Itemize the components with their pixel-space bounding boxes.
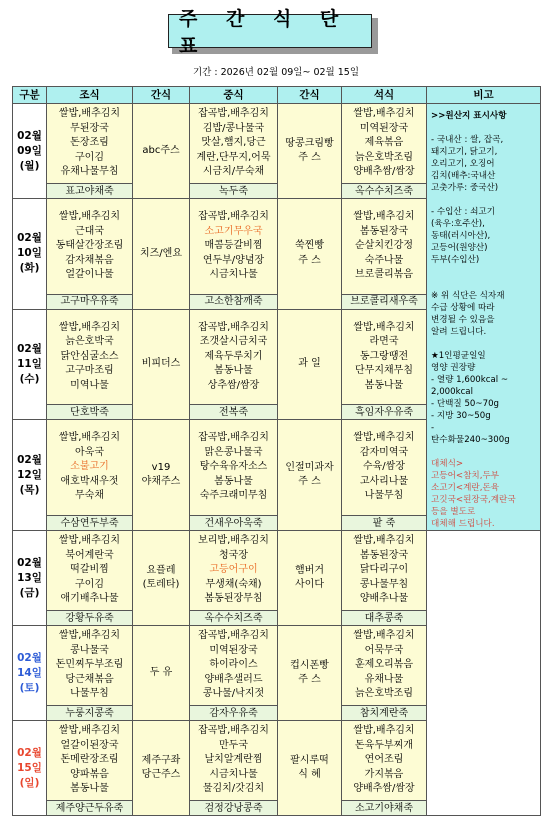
breakfast-cell: [47, 721, 133, 801]
breakfast-item: 늙은호박국: [65, 336, 114, 348]
origin-line: - 국내산 : 쌀, 잡곡,: [431, 135, 504, 145]
breakfast-cell: [47, 420, 133, 516]
breakfast-item: 쌀밥,배추김치: [58, 321, 121, 333]
dinner-item: 고사리나물: [359, 475, 409, 487]
nutrition-line: - 열량 1,600kcal ~: [431, 375, 509, 385]
dinner-item: 쌀밥,배추김치: [353, 432, 415, 444]
change-notice-line: 알려 드립니다.: [431, 327, 487, 337]
lunch-item: 잡곡밥,배추김치: [198, 108, 269, 120]
header-category: 구분: [13, 87, 47, 104]
nutrition-line: - 지방 30~50g: [431, 411, 491, 421]
day-date2: 13일: [17, 571, 42, 584]
breakfast-cell: [47, 531, 133, 611]
lunch-cell: [190, 531, 278, 611]
day-label: [13, 626, 47, 721]
dinner-item: 콩나물무침: [359, 578, 409, 590]
nutrition-line: ★1인평균일일: [431, 351, 486, 361]
dinner-item: 라면국: [369, 336, 399, 348]
lunch-item: 맛살,햄지,당근: [201, 137, 266, 149]
substitute-line: 등을 별도로: [431, 507, 476, 517]
breakfast-soup-cell: 표고야채죽: [47, 184, 133, 199]
lunch-item: 김밥/콩나물국: [202, 122, 265, 134]
origin-line: [431, 194, 537, 206]
change-notice-line: 수급 상황에 따라: [431, 303, 495, 313]
dinner-item: 쌀밥,배추김치: [353, 211, 415, 223]
dinner-soup-cell: 대추콩죽: [342, 611, 427, 626]
origin-line: 오리고기, 오징어: [431, 159, 495, 169]
lunch-cell: [190, 104, 278, 184]
lunch-item: 고등어구이: [209, 564, 258, 576]
dinner-item: 훈제오리볶음: [355, 659, 413, 671]
breakfast-soup-cell: 제주양근두유죽: [47, 801, 133, 816]
dinner-item: 숙주나물: [364, 254, 404, 266]
day-label: [13, 104, 47, 199]
spacer: [431, 266, 537, 278]
lunch-soup-cell: 녹두죽: [190, 184, 278, 199]
snack2-item: 주 스: [298, 254, 321, 266]
day-date2: 10일: [17, 247, 42, 260]
day-date: 02월: [17, 651, 42, 664]
snack2-item: 팔시루떡: [290, 754, 329, 766]
lunch-item: 제육두루치기: [204, 350, 263, 362]
snack1-item: 치즈/엔요: [139, 247, 182, 259]
breakfast-cell: [47, 626, 133, 706]
breakfast-item: 무된장국: [70, 122, 109, 134]
lunch-item: 계란,단무지,어묵: [196, 151, 271, 163]
day-date2: 11일: [17, 357, 42, 370]
dinner-cell: [342, 199, 427, 295]
title-shadow: [172, 8, 378, 57]
day-dow: (월): [19, 159, 40, 172]
dinner-item: 가지볶음: [364, 768, 404, 780]
lunch-item: 물김치/갓김치: [202, 783, 265, 795]
breakfast-item: 무숙채: [75, 490, 104, 502]
period-label: 기간 : 2026년 02월 09일~ 02월 15일: [192, 67, 360, 78]
dinner-item: 닭다리구이: [359, 564, 409, 576]
breakfast-item: 감자채볶음: [65, 254, 114, 266]
dinner-soup-cell: 참치계란죽: [342, 706, 427, 721]
breakfast-item: 쌀밥,배추김치: [58, 725, 121, 737]
dinner-item: 유채나물: [364, 673, 404, 685]
dinner-cell: [342, 309, 427, 405]
snack-2-cell: [278, 626, 342, 721]
header-notes: 비고: [427, 87, 541, 104]
lunch-item: 탕수육유자소스: [199, 461, 268, 473]
day-date: 02월: [17, 746, 42, 759]
origin-line: - 수입산 : 쇠고기: [431, 207, 496, 217]
lunch-item: 잡곡밥,배추김치: [198, 211, 269, 223]
dinner-item: 양배추쌈/쌈장: [353, 783, 415, 795]
page-title: 주 간 식 단 표: [168, 14, 372, 48]
lunch-soup-cell: 건새우아욱죽: [190, 516, 278, 531]
lunch-item: 잡곡밥,배추김치: [198, 321, 269, 333]
dinner-item: 미역된장국: [359, 122, 409, 134]
lunch-item: 보리밥,배추김치: [198, 535, 269, 547]
substitute-line: 소고기<계란,돈육: [431, 483, 500, 493]
lunch-item: 청국장: [219, 549, 248, 561]
notes-blank-cell: [427, 531, 541, 816]
breakfast-item: 미역나물: [70, 379, 109, 391]
snack-1-cell: [133, 309, 190, 420]
snack1-item: 제주구좌: [141, 754, 181, 766]
breakfast-item: 떡갈비찜: [70, 564, 109, 576]
snack1-item: v19: [151, 461, 171, 473]
breakfast-item: 아욱국: [75, 446, 104, 458]
snack1-item: 야채주스: [141, 476, 181, 488]
dinner-item: 봄동된장국: [359, 549, 409, 561]
dinner-item: 돈육두부찌개: [355, 739, 413, 751]
snack-2-cell: [278, 721, 342, 816]
origin-title: >>원산지 표시사항: [431, 111, 507, 121]
dinner-item: 브로콜리볶음: [355, 269, 413, 281]
snack2-item: 주 스: [298, 476, 321, 488]
spacer: [431, 446, 537, 458]
dinner-soup-cell: 소고기야채죽: [342, 801, 427, 816]
dinner-item: 나물무침: [364, 490, 404, 502]
dinner-item: 수육/쌈장: [362, 461, 405, 473]
spacer: [431, 122, 537, 134]
breakfast-cell: [47, 309, 133, 405]
dinner-item: 연어조림: [364, 754, 404, 766]
origin-line: 돼지고기, 닭고기,: [431, 147, 498, 157]
snack2-item: 사이다: [295, 579, 324, 590]
snack1-item: 비피더스: [141, 358, 181, 370]
breakfast-item: 애호박새우젓: [60, 475, 119, 487]
snack1-item: 당근주스: [141, 769, 181, 780]
weekly-menu-table: [12, 86, 541, 816]
dinner-item: 쌀밥,배추김치: [353, 108, 415, 120]
lunch-item: 날치알계란찜: [204, 754, 263, 766]
lunch-item: 숙주크래미무침: [199, 490, 268, 502]
day-date2: 09일: [17, 144, 42, 157]
dinner-soup-cell: 브로콜리새우죽: [342, 294, 427, 309]
day-date: 02월: [17, 129, 42, 142]
snack-1-cell: [133, 104, 190, 199]
snack1-item: 두 유: [149, 666, 173, 678]
dinner-cell: [342, 420, 427, 516]
notes-cell: [427, 104, 541, 531]
origin-line: 김치(배추:국내산: [431, 171, 496, 181]
snack-1-cell: [133, 626, 190, 721]
dinner-item: 늙은호박조림: [355, 151, 413, 163]
lunch-cell: [190, 199, 278, 295]
day-dow: (금): [19, 586, 40, 599]
substitute-line: 대체식>: [431, 459, 464, 469]
breakfast-cell: [47, 199, 133, 295]
lunch-item: 봄동된장무침: [204, 593, 263, 605]
lunch-cell: [190, 721, 278, 801]
snack-1-cell: [133, 721, 190, 816]
lunch-item: 시금치나물: [209, 269, 258, 281]
snack2-item: 주 스: [298, 152, 321, 163]
breakfast-soup-cell: 단호박죽: [47, 405, 133, 420]
day-date: 02월: [17, 342, 42, 355]
dinner-item: 봄동된장국: [359, 225, 409, 237]
dinner-item: 쌀밥,배추김치: [353, 725, 415, 737]
snack2-item: 땅콩크림빵: [285, 137, 334, 149]
origin-line: 고춧가루: 중국산): [431, 183, 499, 193]
lunch-soup-cell: 감자우유죽: [190, 706, 278, 721]
dinner-cell: [342, 721, 427, 801]
snack-2-cell: [278, 531, 342, 626]
snack-1-cell: [133, 531, 190, 626]
origin-line: 동태(러시아산),: [431, 231, 491, 241]
change-notice-line: ※ 위 식단은 식자재: [431, 291, 505, 301]
lunch-soup-cell: 전복죽: [190, 405, 278, 420]
lunch-item: 미역된장국: [209, 644, 258, 656]
breakfast-item: 닭안심굴소스: [60, 350, 119, 362]
day-dow: (수): [19, 372, 40, 385]
snack2-item: 컵시폰빵: [290, 659, 329, 671]
dinner-item: 쌀밥,배추김치: [353, 535, 415, 547]
snack1-item: abc주스: [142, 144, 180, 156]
lunch-item: 소고기무우국: [204, 225, 263, 237]
breakfast-item: 쌀밥,배추김치: [58, 630, 121, 642]
snack2-item: 주 스: [298, 674, 321, 685]
lunch-item: 시금치나물: [209, 768, 258, 780]
breakfast-item: 쌀밥,배추김치: [58, 432, 121, 444]
nutrition-line: 2,000kcal: [431, 387, 473, 397]
header-snack-1: 간식: [133, 87, 190, 104]
breakfast-item: 콩나물국: [70, 644, 109, 656]
lunch-item: 잡곡밥,배추김치: [198, 630, 269, 642]
day-dow: (토): [19, 681, 40, 694]
breakfast-item: 쌀밥,배추김치: [58, 108, 121, 120]
nutrition-line: - 단백질 50~70g: [431, 399, 499, 409]
origin-line: (육우:호주산),: [431, 219, 485, 229]
breakfast-item: 얼갈이된장국: [60, 739, 119, 751]
day-date2: 15일: [17, 761, 42, 774]
snack-2-cell: [278, 420, 342, 531]
origin-line: 고등어(원양산): [431, 243, 488, 253]
dinner-soup-cell: 흑임자우유죽: [342, 405, 427, 420]
substitute-line: 고등어<참치,두부: [431, 471, 500, 481]
lunch-soup-cell: 검정강낭콩죽: [190, 801, 278, 816]
lunch-item: 잡곡밥,배추김치: [198, 725, 269, 737]
lunch-item: 콩나물/낙지젓: [202, 688, 265, 700]
breakfast-item: 애기배추나물: [60, 593, 119, 605]
day-label: [13, 309, 47, 420]
snack2-item: 과 일: [298, 358, 321, 370]
day-label: [13, 721, 47, 816]
dinner-item: 어묵무국: [364, 644, 404, 656]
spacer: [431, 278, 537, 290]
breakfast-item: 구이김: [75, 578, 104, 590]
header-snack-2: 간식: [278, 87, 342, 104]
lunch-item: 잡곡밥,배추김치: [198, 432, 269, 444]
day-date: 02월: [17, 556, 42, 569]
lunch-item: 시금치/무숙채: [202, 166, 265, 178]
day-date2: 12일: [17, 468, 42, 481]
day-label: [13, 199, 47, 310]
breakfast-item: 돈장조림: [70, 137, 109, 149]
day-row: [13, 531, 541, 611]
lunch-cell: [190, 420, 278, 516]
origin-line: 두부(수입산): [431, 255, 480, 265]
day-label: [13, 531, 47, 626]
lunch-item: 봄동나물: [214, 475, 253, 487]
dinner-item: 순살치킨강정: [355, 240, 413, 252]
breakfast-item: 쌀밥,배추김치: [58, 211, 121, 223]
dinner-soup-cell: 옥수수치즈죽: [342, 184, 427, 199]
dinner-item: 늙은호박조림: [355, 688, 413, 700]
nutrition-line: 탄수화물240~300g: [431, 435, 510, 445]
day-date: 02월: [17, 232, 42, 245]
dinner-item: 쌀밥,배추김치: [353, 630, 415, 642]
lunch-soup-cell: 고소한참깨죽: [190, 294, 278, 309]
dinner-item: 감자미역국: [359, 446, 409, 458]
lunch-item: 만두국: [219, 739, 248, 751]
lunch-item: 봄동나물: [214, 365, 253, 377]
snack1-item: (토레타): [142, 579, 180, 590]
lunch-cell: [190, 309, 278, 405]
breakfast-item: 돈메란장조림: [60, 754, 119, 766]
nutrition-line: -: [431, 423, 435, 433]
breakfast-item: 양파볶음: [70, 768, 109, 780]
breakfast-soup-cell: 고구마우유죽: [47, 294, 133, 309]
breakfast-item: 근대국: [75, 225, 104, 237]
breakfast-item: 봄동나물: [70, 783, 109, 795]
dinner-item: 양배추쌈/쌈장: [353, 166, 415, 178]
spacer: [431, 338, 537, 350]
breakfast-soup-cell: 수삼연두부죽: [47, 516, 133, 531]
lunch-item: 하이라이스: [209, 659, 258, 671]
day-date: 02월: [17, 453, 42, 466]
snack1-item: 요플레: [146, 564, 176, 576]
breakfast-item: 얼갈이나물: [65, 269, 114, 281]
lunch-item: 연두부/양념장: [202, 254, 265, 266]
dinner-cell: [342, 626, 427, 706]
dinner-item: 봄동나물: [364, 379, 404, 391]
day-dow: (일): [19, 776, 40, 789]
breakfast-item: 나물무침: [70, 688, 109, 700]
snack-2-cell: [278, 309, 342, 420]
snack2-item: 햄버거: [295, 564, 324, 576]
header-lunch: 중식: [190, 87, 278, 104]
day-row: [13, 104, 541, 184]
day-date2: 14일: [17, 666, 42, 679]
change-notice-line: 변경될 수 있음을: [431, 315, 495, 325]
breakfast-soup-cell: 누룽지콩죽: [47, 706, 133, 721]
dinner-item: 쌀밥,배추김치: [353, 321, 415, 333]
breakfast-item: 돈민찌두부조림: [55, 659, 124, 671]
dinner-item: 동그랑땡전: [359, 350, 409, 362]
breakfast-item: 동태살간장조림: [55, 240, 124, 252]
header-breakfast: 조식: [47, 87, 133, 104]
snack-2-cell: [278, 104, 342, 199]
snack2-item: 식 혜: [298, 769, 321, 780]
header-row: [13, 87, 541, 104]
lunch-soup-cell: 옥수수치즈죽: [190, 611, 278, 626]
lunch-item: 무생채(숙채): [205, 578, 262, 590]
lunch-item: 매콤등갈비찜: [204, 240, 263, 252]
header-dinner: 석식: [342, 87, 427, 104]
day-label: [13, 420, 47, 531]
dinner-soup-cell: 팥 죽: [342, 516, 427, 531]
breakfast-item: 당근채볶음: [65, 673, 114, 685]
nutrition-line: 영양 권장량: [431, 363, 476, 373]
snack-1-cell: [133, 420, 190, 531]
lunch-item: 맑은콩나물국: [204, 446, 263, 458]
snack2-item: 쑥찐빵: [295, 240, 324, 252]
breakfast-item: 구이김: [75, 151, 104, 163]
breakfast-item: 쌀밥,배추김치: [58, 535, 121, 547]
snack-2-cell: [278, 199, 342, 310]
snack2-item: 인절미과자: [285, 461, 334, 473]
lunch-item: 상추쌈/쌈장: [207, 379, 260, 391]
breakfast-item: 북어계란국: [65, 549, 114, 561]
day-dow: (화): [19, 262, 40, 275]
lunch-item: 양배추샐러드: [204, 673, 263, 685]
snack-1-cell: [133, 199, 190, 310]
dinner-item: 단무지채무침: [355, 365, 413, 377]
dinner-item: 제육볶음: [364, 137, 404, 149]
substitute-line: 고깃국<된장국,계란국: [431, 495, 516, 505]
dinner-cell: [342, 531, 427, 611]
breakfast-item: 유채나물무침: [60, 166, 119, 178]
breakfast-item: 고구마조림: [65, 365, 114, 377]
lunch-cell: [190, 626, 278, 706]
lunch-item: 조갯살시금치국: [199, 336, 268, 348]
breakfast-cell: [47, 104, 133, 184]
dinner-item: 양배추나물: [359, 593, 409, 605]
breakfast-item: 소불고기: [70, 461, 109, 473]
dinner-cell: [342, 104, 427, 184]
breakfast-soup-cell: 강황두유죽: [47, 611, 133, 626]
substitute-line: 대체해 드립니다.: [431, 519, 495, 529]
day-dow: (목): [19, 483, 40, 496]
